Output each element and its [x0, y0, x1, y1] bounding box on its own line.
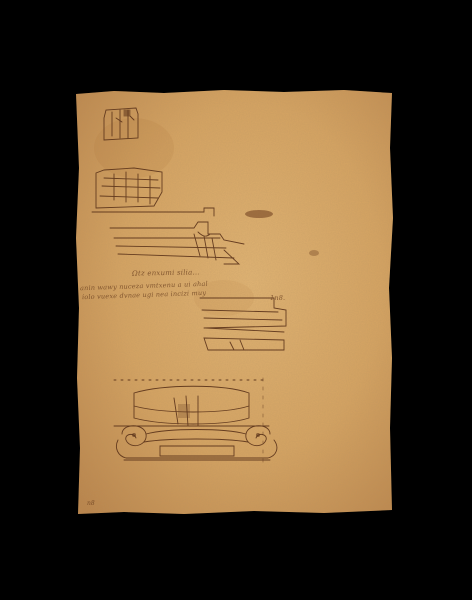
folio-mark: n8 [87, 500, 95, 507]
annotation-line-2: anin wawy nuceza vmtxenu a ui ahal [79, 279, 208, 293]
annotation-line-3: iolo vuexe dvnae ugi nea incizi muy [81, 288, 207, 302]
annotation-line-4: 1n8. [270, 294, 286, 302]
manuscript-sheet [74, 88, 394, 516]
annotation-line-1: Ωtz enxumi silia… [131, 268, 200, 278]
sheet-drawing [74, 88, 394, 516]
